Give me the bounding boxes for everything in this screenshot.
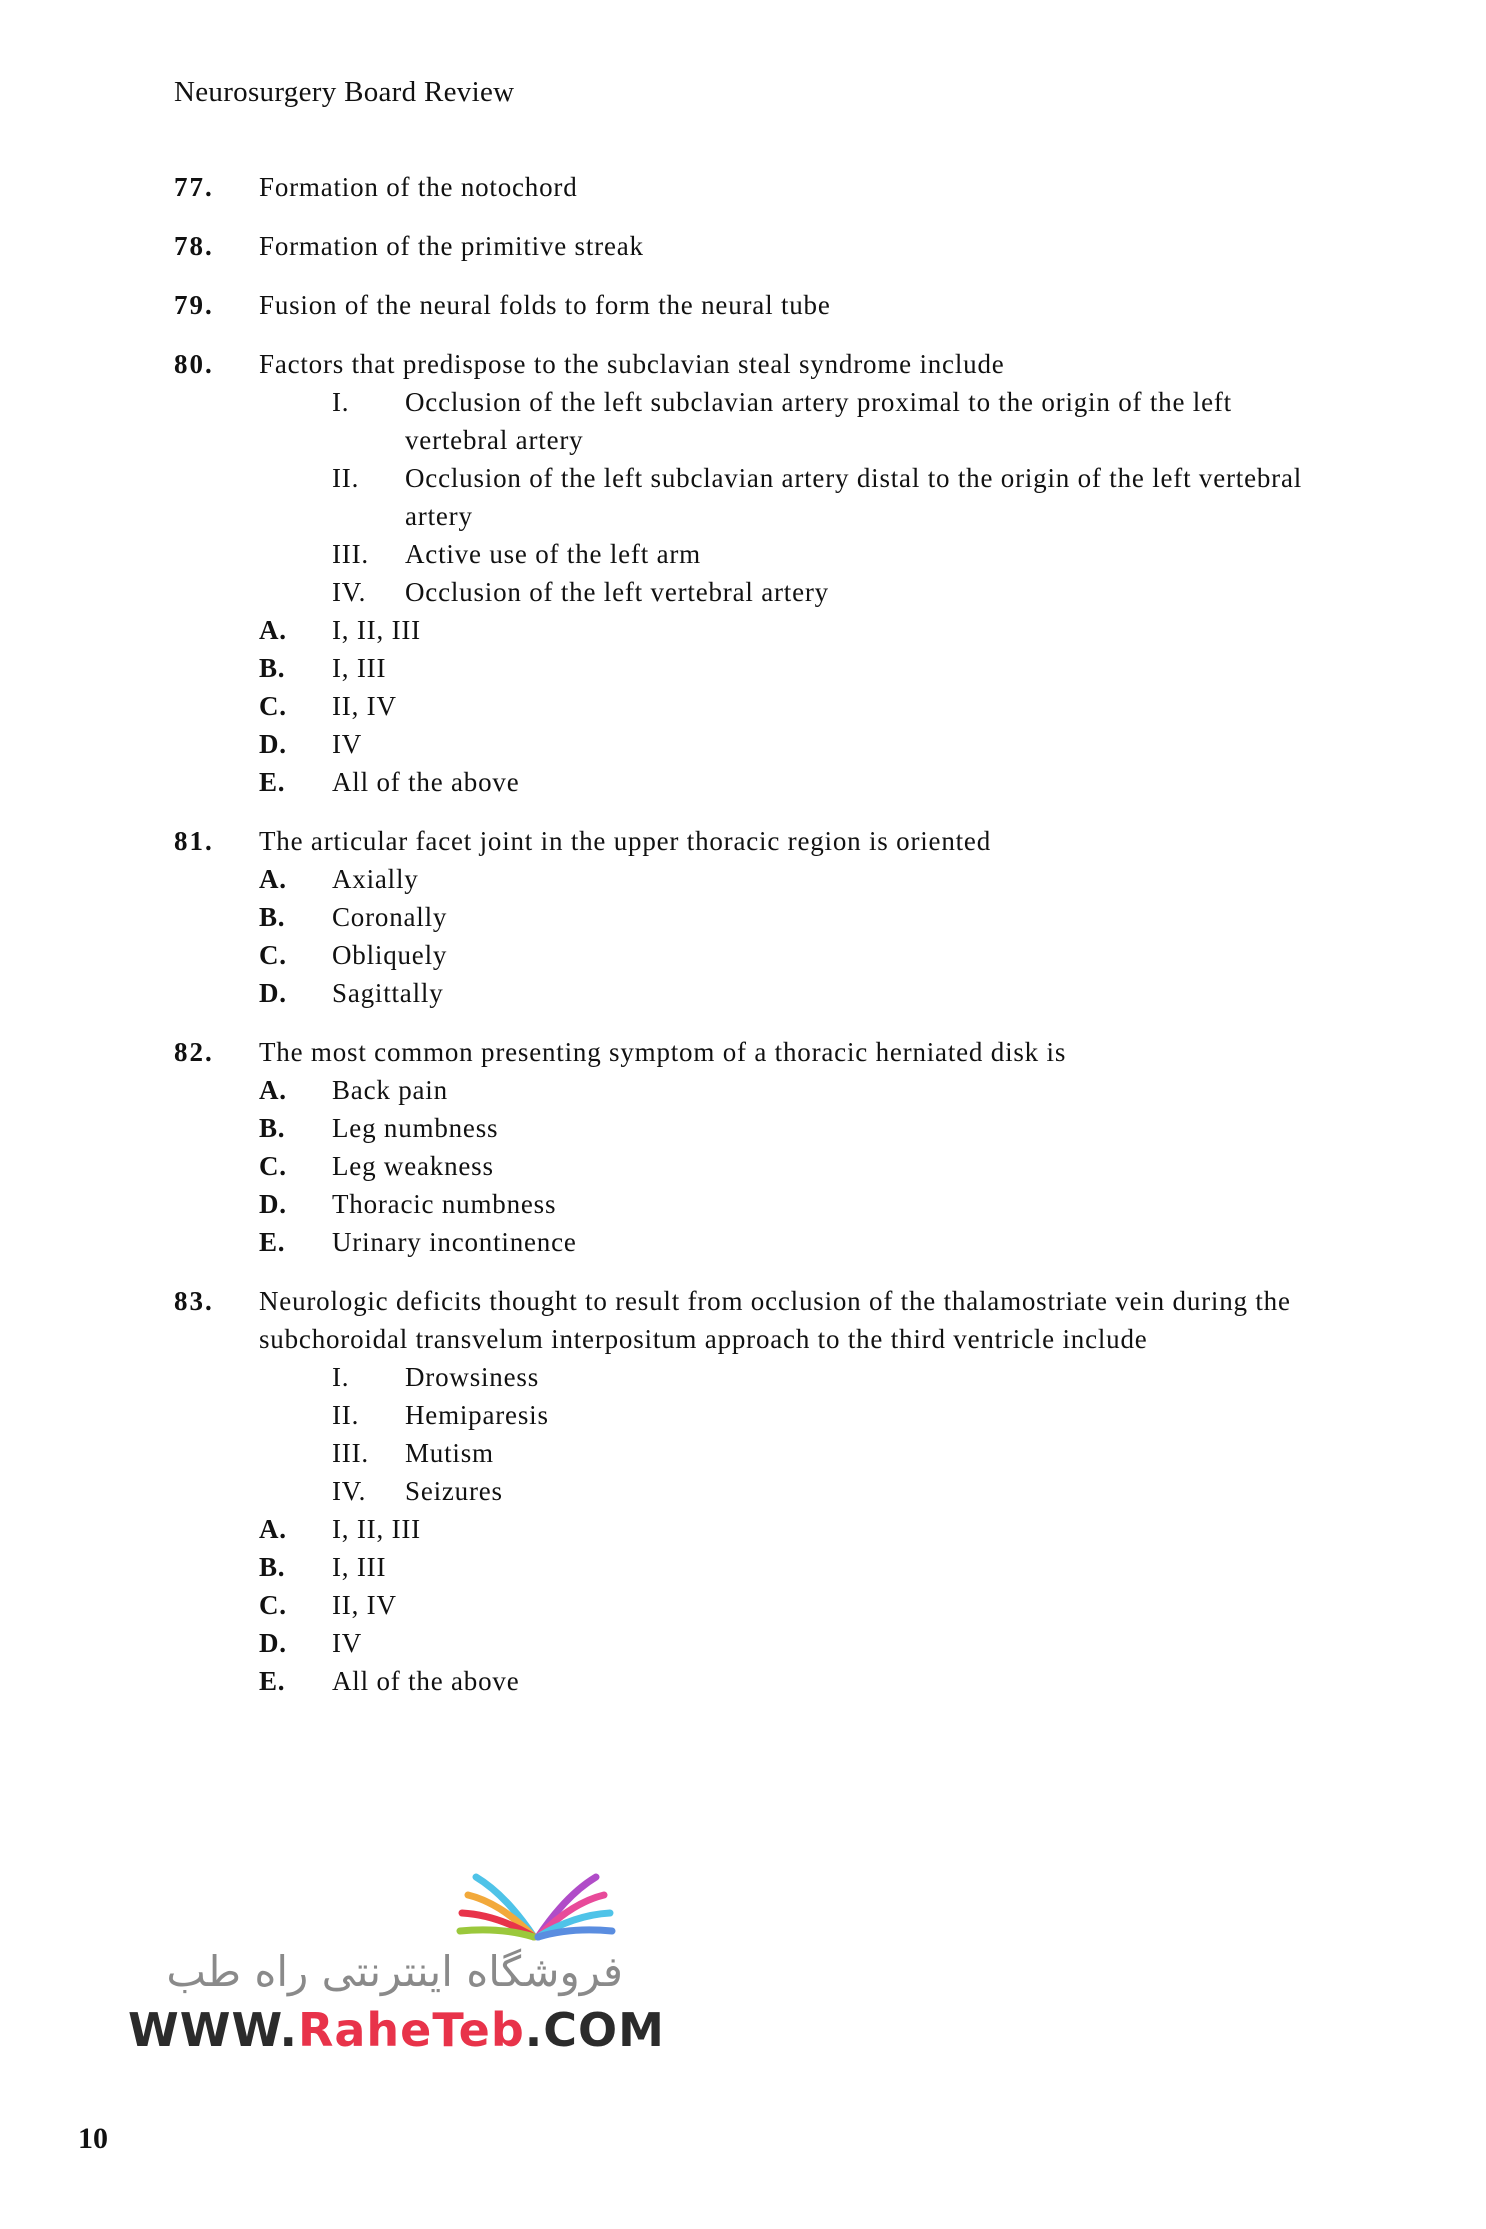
- option-text: All of the above: [332, 767, 520, 797]
- option-text: II, IV: [332, 1590, 397, 1620]
- roman-item: [332, 535, 1304, 573]
- roman-text: Occlusion of the left subclavian artery distal to the origin of the left vertebral artery: [405, 463, 1303, 531]
- roman-item: [332, 1396, 1304, 1434]
- question-number: 77.: [174, 172, 214, 202]
- answer-option: [259, 1662, 1304, 1700]
- answer-option: [259, 898, 1304, 936]
- roman-text: Seizures: [405, 1476, 503, 1506]
- option-letter: B.: [259, 1113, 286, 1143]
- answer-option: [259, 1624, 1304, 1662]
- option-letter: E.: [259, 1227, 286, 1257]
- url-prefix: WWW.: [128, 2003, 298, 2057]
- option-letter: C.: [259, 1590, 287, 1620]
- option-letter: B.: [259, 1552, 286, 1582]
- answer-option: [259, 649, 1304, 687]
- option-letter: E.: [259, 1666, 286, 1696]
- question-stem: Fusion of the neural folds to form the neural tube: [259, 290, 831, 320]
- roman-text: Occlusion of the left subclavian artery proximal to the origin of the left vertebral artery: [405, 387, 1232, 455]
- question-number: 81.: [174, 826, 214, 856]
- raheteb-watermark: [128, 1855, 665, 2065]
- roman-text: Active use of the left arm: [405, 539, 701, 569]
- roman-numeral: III.: [332, 1438, 369, 1468]
- open-book-icon: [446, 1855, 626, 1945]
- answer-option: [259, 1185, 1304, 1223]
- url-suffix: .COM: [524, 2003, 665, 2057]
- option-letter: D.: [259, 1628, 287, 1658]
- question-77: [174, 168, 1304, 206]
- option-letter: C.: [259, 940, 287, 970]
- roman-numeral: I.: [332, 387, 350, 417]
- option-letter: D.: [259, 1189, 287, 1219]
- roman-numeral: IV.: [332, 577, 367, 607]
- option-letter: E.: [259, 767, 286, 797]
- roman-text: Drowsiness: [405, 1362, 539, 1392]
- roman-list: [332, 383, 1304, 611]
- roman-numeral: III.: [332, 539, 369, 569]
- option-text: All of the above: [332, 1666, 520, 1696]
- roman-item: [332, 1472, 1304, 1510]
- roman-list: [332, 1358, 1304, 1510]
- roman-numeral: I.: [332, 1362, 350, 1392]
- question-stem: The most common presenting symptom of a thoracic herniated disk is: [259, 1037, 1067, 1067]
- option-text: Axially: [332, 864, 419, 894]
- option-letter: A.: [259, 1075, 287, 1105]
- roman-item: [332, 459, 1304, 535]
- roman-text: Mutism: [405, 1438, 494, 1468]
- answer-option: [259, 611, 1304, 649]
- option-text: Leg weakness: [332, 1151, 494, 1181]
- question-stem: Formation of the primitive streak: [259, 231, 644, 261]
- question-81: [174, 822, 1304, 1012]
- question-83: [174, 1282, 1304, 1700]
- question-82: [174, 1033, 1304, 1261]
- question-79: [174, 286, 1304, 324]
- roman-numeral: II.: [332, 1400, 360, 1430]
- answer-option: [259, 860, 1304, 898]
- question-number: 83.: [174, 1286, 214, 1316]
- roman-item: [332, 573, 1304, 611]
- answer-option: [259, 1548, 1304, 1586]
- running-header: Neurosurgery Board Review: [174, 76, 515, 108]
- answer-option: [259, 1147, 1304, 1185]
- url-brand: RaheTeb: [297, 2003, 525, 2057]
- question-78: [174, 227, 1304, 265]
- option-letter: B.: [259, 653, 286, 683]
- option-text: IV: [332, 1628, 363, 1658]
- option-text: Back pain: [332, 1075, 448, 1105]
- question-stem: The articular facet joint in the upper thoracic region is oriented: [259, 826, 992, 856]
- question-list: [174, 168, 1304, 1721]
- question-number: 78.: [174, 231, 214, 261]
- option-text: IV: [332, 729, 363, 759]
- answer-option: [259, 1223, 1304, 1261]
- option-text: I, III: [332, 653, 387, 683]
- question-number: 80.: [174, 349, 214, 379]
- option-letter: A.: [259, 1514, 287, 1544]
- option-text: I, II, III: [332, 1514, 421, 1544]
- answer-option: [259, 974, 1304, 1012]
- option-text: II, IV: [332, 691, 397, 721]
- question-stem: Formation of the notochord: [259, 172, 578, 202]
- roman-item: [332, 1358, 1304, 1396]
- option-text: Thoracic numbness: [332, 1189, 557, 1219]
- answer-option: [259, 1586, 1304, 1624]
- roman-item: [332, 1434, 1304, 1472]
- answer-option: [259, 1109, 1304, 1147]
- roman-item: [332, 383, 1304, 459]
- question-80: [174, 345, 1304, 801]
- question-number: 82.: [174, 1037, 214, 1067]
- option-text: Obliquely: [332, 940, 448, 970]
- answer-option: [259, 1071, 1304, 1109]
- answer-option: [259, 936, 1304, 974]
- answer-option: [259, 725, 1304, 763]
- question-stem: Factors that predispose to the subclavian steal syndrome include: [259, 349, 1005, 379]
- option-letter: C.: [259, 1151, 287, 1181]
- option-letter: D.: [259, 978, 287, 1008]
- option-letter: A.: [259, 615, 287, 645]
- watermark-url: [128, 2003, 665, 2057]
- option-text: I, III: [332, 1552, 387, 1582]
- option-letter: A.: [259, 864, 287, 894]
- roman-numeral: II.: [332, 463, 360, 493]
- answer-option: [259, 763, 1304, 801]
- option-letter: D.: [259, 729, 287, 759]
- question-number: 79.: [174, 290, 214, 320]
- option-letter: B.: [259, 902, 286, 932]
- roman-text: Occlusion of the left vertebral artery: [405, 577, 829, 607]
- option-text: I, II, III: [332, 615, 421, 645]
- option-text: Leg numbness: [332, 1113, 499, 1143]
- option-text: Coronally: [332, 902, 448, 932]
- answer-option: [259, 687, 1304, 725]
- option-text: Sagittally: [332, 978, 444, 1008]
- roman-text: Hemiparesis: [405, 1400, 549, 1430]
- option-letter: C.: [259, 691, 287, 721]
- watermark-persian-text: فروشگاه اینترنتی راه طب: [166, 1947, 623, 1996]
- roman-numeral: IV.: [332, 1476, 367, 1506]
- answer-option: [259, 1510, 1304, 1548]
- question-stem: Neurologic deficits thought to result from occlusion of the thalamostriate vein during the subchoroidal transvelum interpositum approach to the third ventricle include: [259, 1286, 1291, 1354]
- option-text: Urinary incontinence: [332, 1227, 577, 1257]
- page-number: 10: [78, 2122, 108, 2155]
